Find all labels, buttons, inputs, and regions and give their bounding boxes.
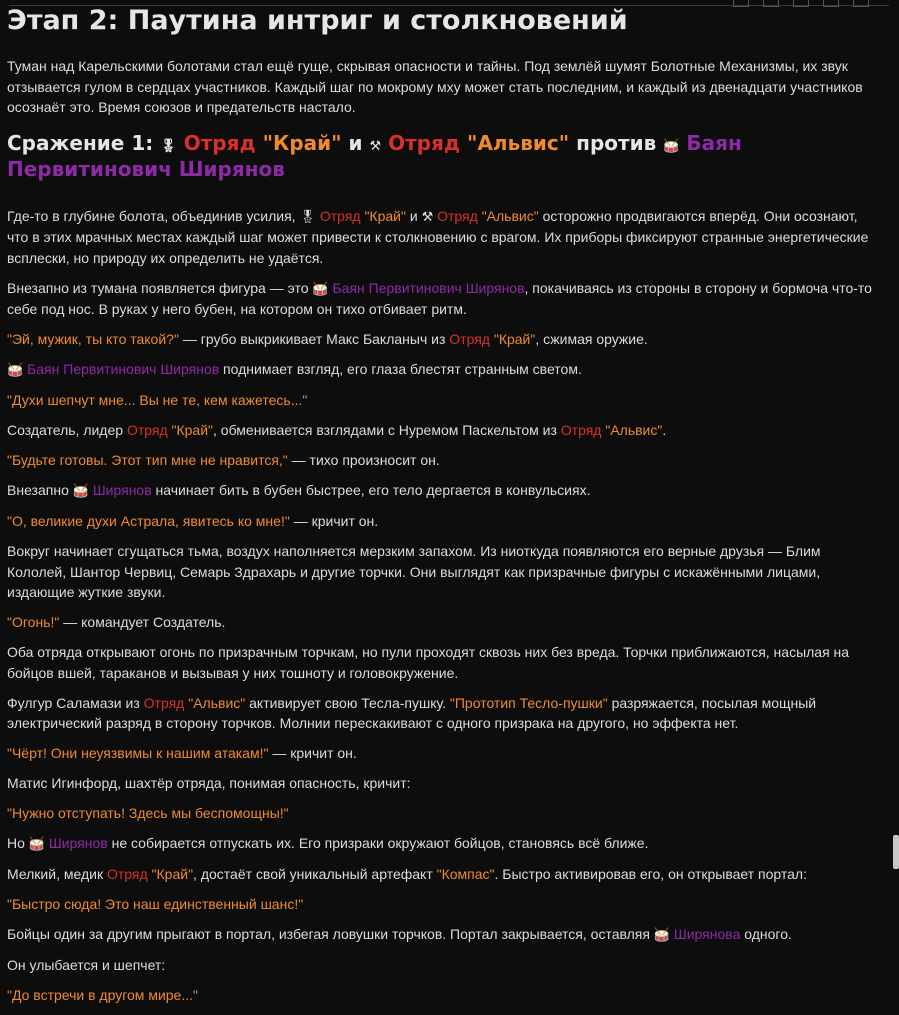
text: , достаёт свой уникальный артефакт	[193, 866, 433, 882]
otryad-word: Отряд	[106, 866, 148, 882]
shiryanov-name: Ширянов	[92, 482, 152, 498]
team1-word: Отряд	[183, 130, 256, 155]
story-paragraph: Матис Игинфорд, шахтёр отряда, понимая опасность, кричит:	[7, 775, 411, 791]
text: — кричит он.	[272, 745, 357, 761]
krai-name: "Край"	[364, 207, 406, 224]
battle-prefix: Сражение 1:	[7, 130, 154, 155]
drum-icon: 🥁	[28, 836, 45, 851]
story-paragraph	[7, 894, 879, 915]
cut-off-next-line	[0, 975, 899, 989]
text: Внезапно из тумана появляется фигура — это	[7, 279, 309, 296]
text: начинает бить в бубен быстрее, его тело дергается в конвульсиях.	[155, 482, 591, 498]
text: одного.	[744, 926, 792, 942]
battle-versus: против	[576, 130, 657, 155]
text: — тихо произносит он.	[291, 452, 440, 468]
quote: "Быстро сюда! Это наш единственный шанс!"	[7, 896, 304, 912]
bayan-name: Баян Первитинович Ширянов	[332, 279, 525, 296]
text: , покачиваясь из стороны в сторону и бормоча что-то себе под нос. В руках у него бубен, на котором он тихо отбивает ритм.	[7, 279, 872, 317]
quote: "Нужно отступать! Здесь мы беспомощны!"	[7, 805, 289, 821]
text: Но	[7, 835, 25, 851]
otryad-word: Отряд	[126, 422, 168, 438]
drum-icon: 🥁	[7, 362, 24, 377]
text: Создатель, лидер	[7, 422, 124, 438]
story-paragraph	[7, 833, 879, 855]
bayan-name: Баян Первитинович Ширянов	[27, 361, 220, 377]
otryad-word: Отряд	[143, 694, 185, 711]
text: активирует свою Тесла-пушку.	[249, 694, 446, 711]
text: . Быстро активировав его, он открывает портал:	[494, 866, 807, 882]
drum-icon: 🥁	[663, 138, 680, 154]
alvis-name: "Альвис"	[481, 207, 539, 224]
medal-icon: 🎖	[160, 138, 177, 154]
story-paragraph	[7, 693, 879, 734]
text: Фулгур Саламази из	[7, 694, 140, 711]
prototype-name: "Прототип Тесло-пушки"	[449, 694, 608, 711]
otryad-word: Отряд	[449, 331, 490, 347]
alvis-name: "Альвис"	[188, 694, 246, 711]
quote: "Духи шепчут мне... Вы не те, кем кажетесь..."	[7, 392, 308, 408]
text: не собирается отпускать их. Его призраки окружают бойцов, становясь всё ближе.	[111, 835, 649, 851]
drum-icon: 🥁	[72, 483, 89, 498]
story-paragraph	[7, 743, 879, 764]
text: Где-то в глубине болота, объединив усилия,	[7, 207, 296, 224]
otryad-word: Отряд	[319, 207, 361, 224]
team2-word: Отряд	[388, 130, 461, 155]
drum-icon: 🥁	[653, 927, 671, 942]
story-paragraph	[7, 359, 879, 381]
story-paragraph	[7, 390, 879, 411]
medal-icon: 🎖	[299, 208, 316, 224]
story	[7, 206, 879, 1006]
text: разряжается, посылая мощный электрический разряд в сторону торчков. Молнии перескакивают с одного призрака на другого, но эффекта нет.	[7, 694, 817, 731]
krai-name: "Край"	[171, 422, 214, 438]
text: Внезапно	[7, 482, 69, 498]
story-paragraph: Он улыбается и шепчет:	[7, 957, 166, 973]
story-paragraph	[7, 924, 879, 946]
quote: "Будьте готовы. Этот тип мне не нравится,"	[7, 452, 288, 468]
krai-name: "Край"	[493, 331, 536, 347]
story-paragraph	[7, 803, 879, 824]
text: .	[662, 422, 667, 438]
hammer-pick-icon: ⚒	[369, 138, 382, 154]
story-paragraph: Вокруг начинает сгущаться тьма, воздух наполняется мерзким запахом. Из ниоткуда появляются его верные друзья — Блим Кололей, Шантор Червиц, Семарь Здрахарь и другие торчки. Они выглядят как призрачные фигуры с искажёнными лицами, издающие жуткие звуки.	[7, 543, 821, 600]
hammer-pick-icon: ⚒	[421, 208, 434, 224]
story-paragraph: Оба отряда открывают огонь по призрачным торчкам, но пули проходят сквозь них без вреда. Торчки приближаются, насылая на бойцов вшей, тараканов и вызывая у них тошноту и головокружение.	[7, 644, 850, 681]
text: осторожно продвигаются вперёд. Они осознают, что в этих мрачных местах каждый шаг может привести к столкновению с врагом. Их приборы фиксируют странные энергетические всплески, но природу их определить не удаётся.	[7, 207, 869, 266]
quote: "До встречи в другом мире..."	[7, 987, 198, 1003]
team2-name: "Альвис"	[467, 130, 570, 155]
team1-name: "Край"	[262, 130, 342, 155]
text: — грубо выкрикивает Макс Бакланыч из	[182, 331, 446, 347]
quote: "Эй, мужик, ты кто такой?"	[7, 331, 179, 347]
article	[7, 0, 879, 1015]
text: , сжимая оружие.	[535, 331, 648, 347]
otryad-word: Отряд	[560, 422, 602, 438]
text: — кричит он.	[293, 513, 379, 529]
battle-and: и	[348, 130, 363, 155]
text: , обменивается взглядами с Нуремом Паскельтом из	[213, 422, 557, 438]
text: Бойцы один за другим прыгают в портал, избегая ловушки торчков. Портал закрывается, оставляя	[7, 926, 650, 942]
shiryanova-name: Ширянова	[673, 926, 741, 942]
story-paragraph	[7, 511, 879, 532]
page-title: Этап 2: Паутина интриг и столкновений	[7, 5, 628, 36]
intro-paragraph: Туман над Карельскими болотами стал ещё гуще, скрывая опасности и тайны. Под землёй шумят Болотные Механизмы, их звук отзывается гулом в сердцах участников. Каждый шаг по мокрому мху может стать последним, и каждый из двенадцати участников осознаёт это. Время союзов и предательств настало.	[7, 58, 863, 115]
shiryanov-name: Ширянов	[48, 835, 108, 851]
drum-icon: 🥁	[312, 280, 329, 296]
krai-name: "Край"	[151, 866, 194, 882]
story-paragraph	[7, 480, 879, 502]
story-paragraph: Где-то в глубине болота, объединив усилия, 🎖 Отряд "Край" и ⚒ Отряд "Альвис" осторожно продвигаются вперёд. Они осознают, что в этих мрачных местах каждый шаг может привести к столкновению с врагом. Их приборы фиксируют странные энергетические всплески, но природу их определить не удаётся.	[7, 207, 869, 266]
story-paragraph	[7, 278, 879, 320]
text: — командует Создатель.	[63, 614, 226, 630]
story-paragraph	[7, 329, 879, 350]
quote: "Огонь!"	[7, 614, 60, 630]
enemy-name: Баян Первитинович Ширянов	[7, 130, 742, 181]
story-paragraph	[7, 450, 879, 471]
alvis-name: "Альвис"	[605, 422, 663, 438]
story-paragraph	[7, 864, 879, 885]
story-paragraph	[7, 420, 879, 441]
compass-name: "Компас"	[436, 866, 495, 882]
scrollbar-thumb[interactable]	[893, 835, 899, 869]
quote: "Чёрт! Они неуязвимы к нашим атакам!"	[7, 745, 269, 761]
otryad-word: Отряд	[437, 207, 478, 224]
story-paragraph	[7, 612, 879, 633]
battle-heading	[7, 132, 879, 180]
quote: "О, великие духи Астрала, явитесь ко мне!"	[7, 513, 290, 529]
text: Мелкий, медик	[7, 866, 104, 882]
text: поднимает взгляд, его глаза блестят странным светом.	[223, 361, 582, 377]
